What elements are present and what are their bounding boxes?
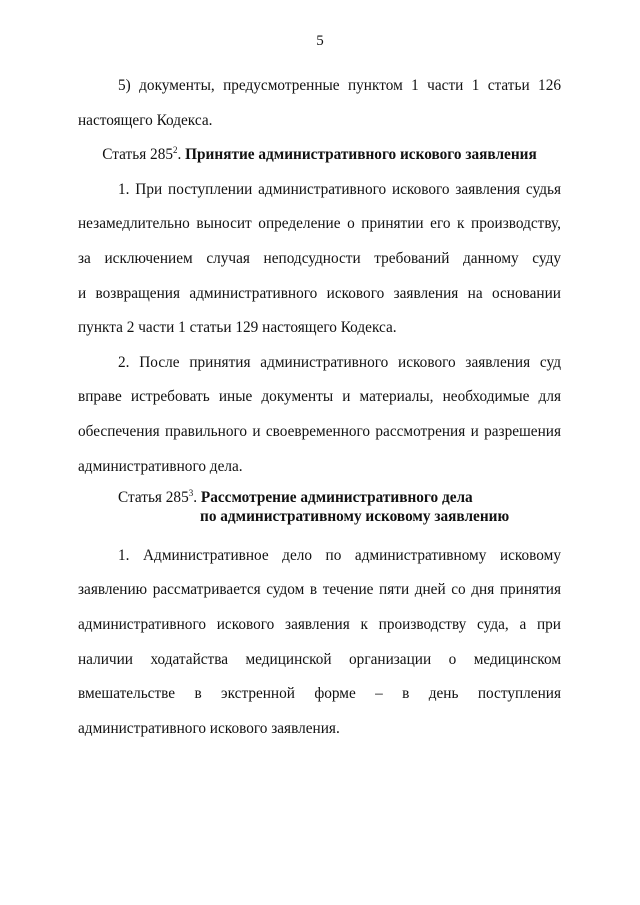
paragraph-line: 5) документы, предусмотренные пунктом 1 части 1 статьи 126 (118, 77, 561, 94)
article-heading: Статья $285^3$. Рассмотрение административного дела (118, 488, 473, 507)
paragraph-line: незамедлительно выносит определение о принятии его к производству, (78, 215, 561, 233)
document-body (78, 73, 561, 750)
paragraph-line: административного искового заявления. (78, 719, 340, 737)
paragraph-line: за исключением случая неподсудности требований данному суду (78, 249, 561, 267)
paragraph-line: административного дела. (78, 457, 243, 475)
paragraph-line: вмешательстве в экстренной форме – в день поступления (78, 685, 561, 703)
paragraph-line: и возвращения административного искового заявления на основании (78, 284, 561, 302)
paragraph-line: административного искового заявления к производству суда, а при (78, 615, 561, 633)
article-heading-continuation: по административному исковому заявлению (200, 508, 510, 526)
paragraph-line: пункта 2 части 1 статьи 129 настоящего Кодекса. (78, 319, 397, 337)
paragraph-line: 2. После принятия административного искового заявления суд (118, 353, 561, 371)
paragraph-line: заявлению рассматривается судом в течение пяти дней со дня принятия (78, 581, 561, 599)
paragraph-line: 1. При поступлении административного искового заявления судья (118, 180, 561, 198)
paragraph-line: настоящего Кодекса. (78, 111, 213, 129)
paragraph-line: вправе истребовать иные документы и материалы, необходимые для (78, 388, 561, 406)
article-heading: Статья $285^2$. Принятие административного искового заявления (102, 145, 537, 164)
paragraph-line: 1. Административное дело по административному исковому (118, 546, 561, 564)
paragraph-line: наличии ходатайства медицинской организации о медицинском (78, 650, 561, 668)
paragraph-line: обеспечения правильного и своевременного рассмотрения и разрешения (78, 422, 561, 440)
page-number: 5 (316, 33, 324, 49)
